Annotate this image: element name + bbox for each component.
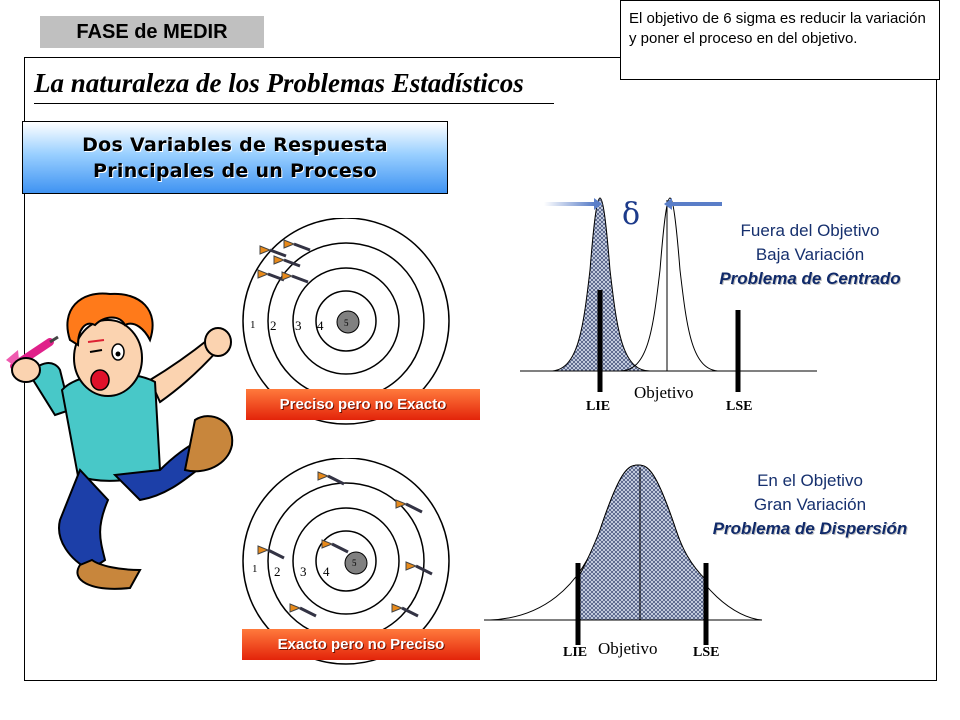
ring-label-5: 5 <box>344 318 349 328</box>
ring-label-3: 3 <box>300 564 307 579</box>
banner-line-1: Dos Variables de Respuesta <box>82 134 388 156</box>
objective-label: Objetivo <box>598 639 658 658</box>
distribution-off-target <box>500 180 830 420</box>
phase-tab: FASE de MEDIR <box>40 16 264 48</box>
dart-thrower-illustration <box>0 270 250 610</box>
ring-label-2: 2 <box>274 564 281 579</box>
label-exact-not-precise: Exacto pero no Preciso <box>242 629 480 660</box>
slide-title: La naturaleza de los Problemas Estadísticos <box>34 68 524 98</box>
dispersion-problem-label: Problema de Dispersión <box>712 519 908 538</box>
ring-label-2: 2 <box>270 318 277 333</box>
lie-label: LIE <box>586 399 611 414</box>
ring-label-5: 5 <box>352 558 357 568</box>
label-precise-not-exact: Preciso pero no Exacto <box>246 389 480 420</box>
ring-label-4: 4 <box>317 318 324 333</box>
on-target-description <box>670 469 950 541</box>
arrow-left-icon <box>672 202 722 206</box>
title-underline <box>34 103 554 104</box>
arrow-right-icon <box>544 202 594 206</box>
off-target-line-2: Baja Variación <box>755 245 865 264</box>
lse-label: LSE <box>726 399 753 414</box>
objective-label: Objetivo <box>634 383 694 402</box>
ring-label-3: 3 <box>295 318 302 333</box>
on-target-line-1: En el Objetivo <box>757 471 863 490</box>
response-variables-banner <box>22 121 448 194</box>
delta-symbol: δ <box>622 197 641 232</box>
ring-label-1: 1 <box>252 563 258 575</box>
lse-label: LSE <box>693 645 720 660</box>
off-target-description <box>670 219 950 291</box>
ring-label-1: 1 <box>250 319 256 331</box>
on-target-line-2: Gran Variación <box>753 495 867 514</box>
ring-label-4: 4 <box>323 564 330 579</box>
lie-label: LIE <box>563 645 588 660</box>
centering-problem-label: Problema de Centrado <box>719 269 901 288</box>
off-target-line-1: Fuera del Objetivo <box>740 221 880 240</box>
objective-note: El objetivo de 6 sigma es reducir la variación y poner el proceso en del objetivo. <box>620 0 940 80</box>
banner-line-2: Principales de un Proceso <box>93 160 377 182</box>
